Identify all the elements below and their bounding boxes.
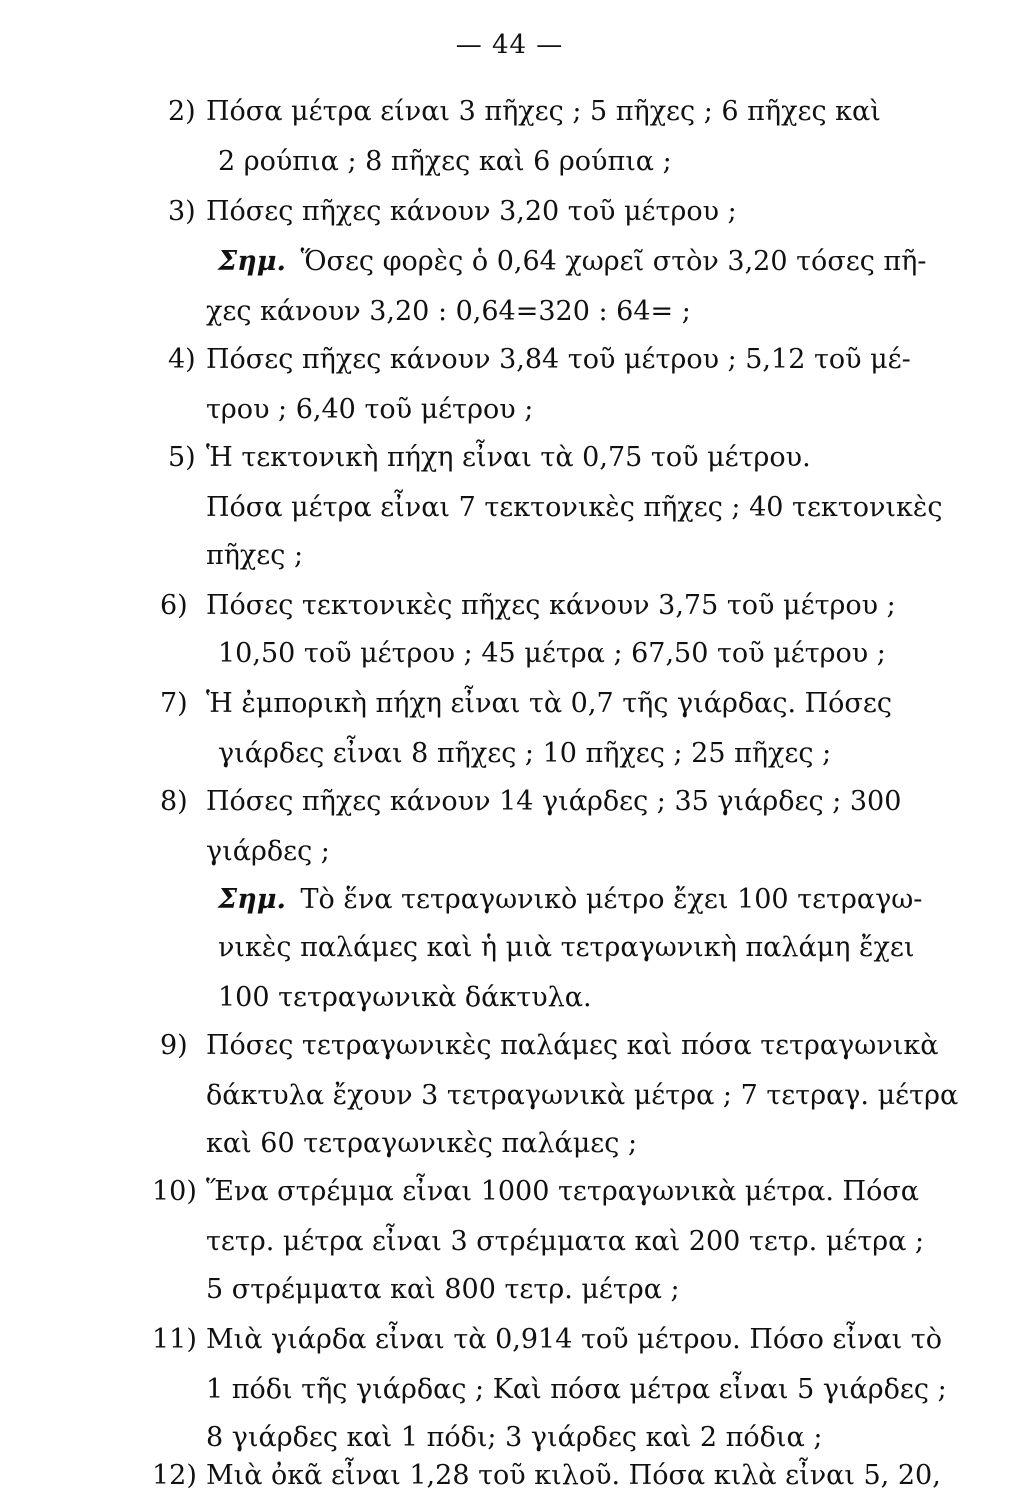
problem-text-line: 5 στρέμματα καὶ 800 τετρ. μέτρα ; [206,1274,680,1305]
note-line [218,246,926,278]
problem-number: 4) [168,344,196,375]
note-text-line: νικὲς παλάμες καὶ ἡ μιὰ τετραγωνικὴ παλάμη ἔχει [218,932,915,963]
note-text-line: χες κάνουν 3,20 : 0,64=320 : 64= ; [206,296,691,327]
note-text: Ὅσες φορὲς ὁ 0,64 χωρεῖ στὸν 3,20 τόσες πῆ- [300,246,927,277]
problem-number: 6) [160,590,188,621]
problem-text-line: Μιὰ γιάρδα εἶναι τὰ 0,914 τοῦ μέτρου. Πόσο εἶναι τὸ [206,1324,942,1355]
problem-text-line: Ἡ ἐμπορικὴ πήχη εἶναι τὰ 0,7 τῆς γιάρδας. Πόσες [206,688,892,719]
problem-number: 7) [160,688,188,719]
problem-text-line: 1 πόδι τῆς γιάρδας ; Καὶ πόσα μέτρα εἶναι 5 γιάρδες ; [206,1374,947,1405]
problem-number: 11) [152,1324,197,1355]
problem-number: 5) [168,442,196,473]
problem-text-line: τετρ. μέτρα εἶναι 3 στρέμματα καὶ 200 τετρ. μέτρα ; [206,1226,925,1257]
problem-text-line: γιάρδες ; [206,836,330,867]
problem-text-line: Πόσες τεκτονικὲς πῆχες κάνουν 3,75 τοῦ μέτρου ; [206,590,896,621]
page-number: — 44 — [455,30,564,60]
note-label: Σημ. [218,884,286,915]
problem-text-line: τρου ; 6,40 τοῦ μέτρου ; [206,394,534,425]
problem-text-line: πῆχες ; [206,540,304,571]
problem-text-line: Πόσες πῆχες κάνουν 3,20 τοῦ μέτρου ; [206,196,737,227]
problem-text-line: Πόσα μέτρα είναι 3 πῆχες ; 5 πῆχες ; 6 πῆχες καὶ [206,96,881,127]
problem-text-line: 2 ρούπια ; 8 πῆχες καὶ 6 ρούπια ; [218,146,672,177]
problem-text-line: Πόσες πῆχες κάνουν 3,84 τοῦ μέτρου ; 5,12 τοῦ μέ- [206,344,911,375]
problem-text-line: Πόσες πῆχες κάνουν 14 γιάρδες ; 35 γιάρδες ; 300 [206,786,902,817]
problem-text-line: 8 γιάρδες καὶ 1 πόδι; 3 γιάρδες καὶ 2 πόδια ; [206,1422,823,1453]
problem-text-line: καὶ 60 τετραγωνικὲς παλάμες ; [206,1128,638,1159]
problem-number: 12) [152,1460,197,1491]
note-label: Σημ. [218,246,286,277]
problem-number: 10) [152,1176,197,1207]
problem-text-line: Μιὰ ὀκᾶ εἶναι 1,28 τοῦ κιλοῦ. Πόσα κιλὰ εἶναι 5, 20, [206,1460,941,1491]
problem-number: 8) [160,786,188,817]
note-text: Τὸ ἕνα τετραγωνικὸ μέτρο ἔχει 100 τετραγω- [300,884,923,915]
problem-number: 9) [160,1030,188,1061]
problem-number: 3) [168,196,196,227]
problem-text-line: Ἡ τεκτονικὴ πήχη εἶναι τὰ 0,75 τοῦ μέτρου. [206,442,811,473]
note-text-line: 100 τετραγωνικὰ δάκτυλα. [218,982,592,1013]
problem-text-line: Πόσες τετραγωνικὲς παλάμες καὶ πόσα τετραγωνικὰ [206,1030,939,1061]
problem-number: 2) [168,96,196,127]
problem-text-line: Πόσα μέτρα εἶναι 7 τεκτονικὲς πῆχες ; 40 τεκτονικὲς [206,492,943,523]
note-line [218,884,922,916]
problem-text-line: 10,50 τοῦ μέτρου ; 45 μέτρα ; 67,50 τοῦ μέτρου ; [218,638,886,669]
problem-text-line: δάκτυλα ἔχουν 3 τετραγωνικὰ μέτρα ; 7 τετραγ. μέτρα [206,1080,959,1111]
problem-text-line: γιάρδες εἶναι 8 πῆχες ; 10 πῆχες ; 25 πῆχες ; [218,738,832,769]
problem-text-line: Ἕνα στρέμμα εἶναι 1000 τετραγωνικὰ μέτρα. Πόσα [206,1176,920,1207]
